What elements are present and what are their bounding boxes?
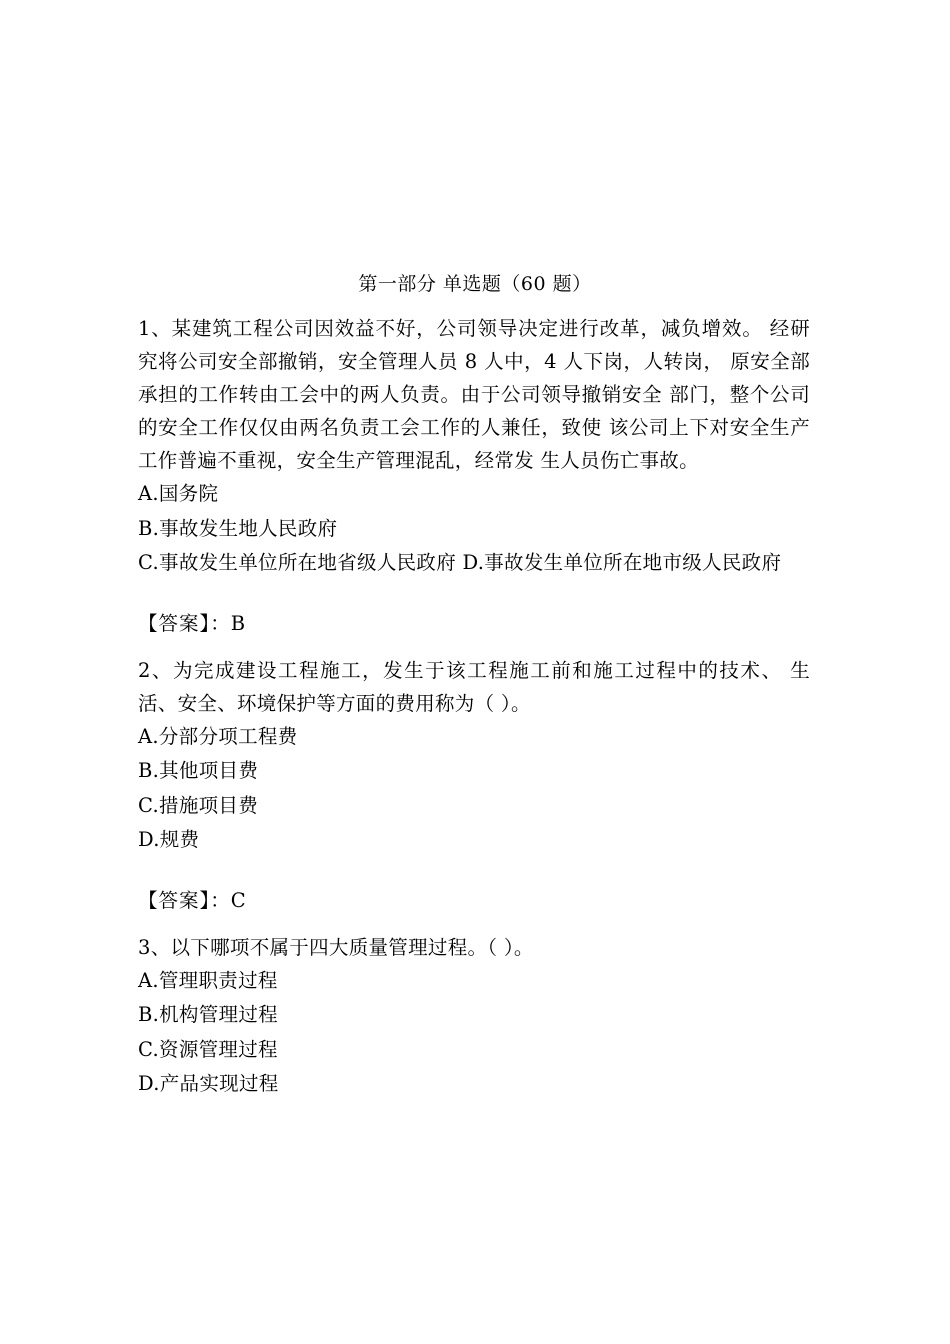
question-1-option-b: B.事故发生地人民政府 bbox=[138, 516, 338, 540]
question-3-option-b: B.机构管理过程 bbox=[138, 1003, 278, 1026]
question-2-option-a: A.分部分项工程费 bbox=[138, 724, 298, 748]
question-1 bbox=[138, 312, 810, 640]
question-2 bbox=[138, 654, 810, 917]
question-list bbox=[138, 312, 810, 1102]
question-3 bbox=[138, 931, 810, 1102]
section-title: 第一部分 单选题（60 题） bbox=[358, 273, 592, 295]
question-3-option-c: C.资源管理过程 bbox=[138, 1037, 278, 1061]
question-1-stem: 1、某建筑工程公司因效益不好，公司领导决定进行改革，减负增效。 经研究将公司安全部撤销，安全管理人员 8 人中，4 人下岗，人转岗， 原安全部承担的工作转由工会中的两人负责。由于公司领导撤销安全 部门，整个公司的安全工作仅仅由两名负责工会工作的人兼任，致使 该公司上下对安全生产工作普遍不重视，安全生产管理混乱，经常发 生人员伤亡事故。 bbox=[138, 317, 810, 472]
question-1-option-a: A.国务院 bbox=[138, 482, 219, 505]
question-3-option-d: D.产品实现过程 bbox=[138, 1072, 279, 1095]
question-2-option-b: B.其他项目费 bbox=[138, 759, 259, 782]
question-1-answer: 【答案】：B bbox=[138, 611, 247, 635]
question-1-option-cd: C.事故发生单位所在地省级人民政府 D.事故发生单位所在地市级人民政府 bbox=[138, 551, 782, 574]
question-3-stem: 3、以下哪项不属于四大质量管理过程。（ ）。 bbox=[138, 935, 534, 959]
question-2-option-c: C.措施项目费 bbox=[138, 793, 259, 817]
question-2-answer: 【答案】：C bbox=[138, 888, 247, 912]
question-3-option-a: A.管理职责过程 bbox=[138, 968, 278, 992]
question-2-option-d: D.规费 bbox=[138, 828, 200, 851]
question-2-stem: 2、为完成建设工程施工，发生于该工程施工前和施工过程中的技术、 生活、安全、环境保护等方面的费用称为（ ）。 bbox=[138, 658, 810, 715]
